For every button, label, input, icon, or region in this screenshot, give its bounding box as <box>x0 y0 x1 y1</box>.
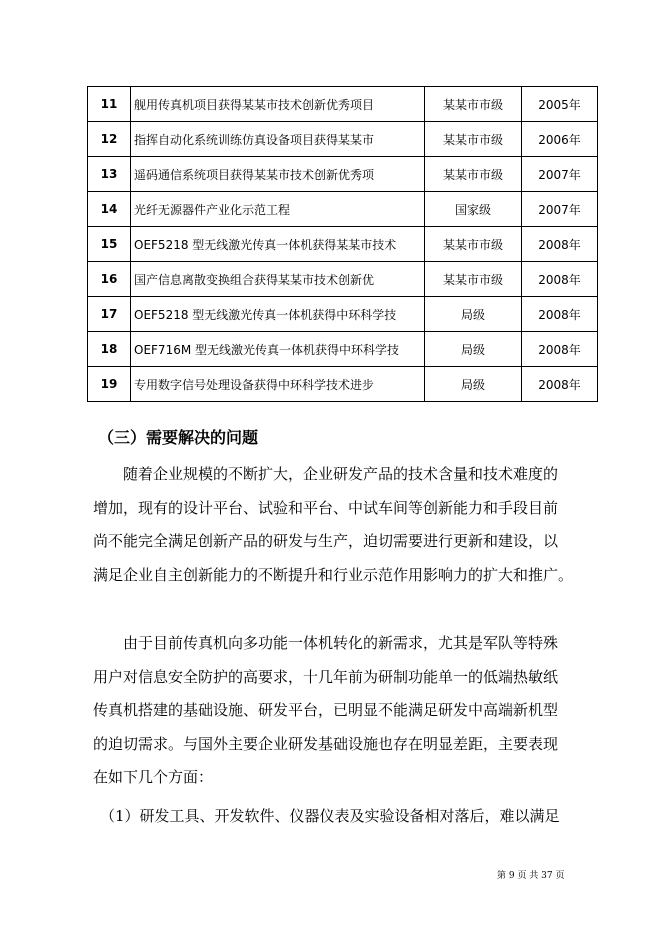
row-level: 某某市市级 <box>425 122 522 157</box>
table-row <box>88 262 598 297</box>
paragraph-2 <box>93 627 593 795</box>
row-title: 指挥自动化系统训练仿真设备项目获得某某市 <box>131 122 425 157</box>
table-row <box>88 87 598 122</box>
row-year: 2008年 <box>522 332 598 367</box>
section-heading: （三）需要解决的问题 <box>98 428 259 447</box>
row-level: 局级 <box>425 297 522 332</box>
row-level: 国家级 <box>425 192 522 227</box>
row-number: 16 <box>88 262 131 297</box>
row-year: 2007年 <box>522 192 598 227</box>
row-title: 舰用传真机项目获得某某市技术创新优秀项目 <box>131 87 425 122</box>
table-row <box>88 227 598 262</box>
awards-table <box>87 86 598 402</box>
paragraph-line: 随着企业规模的不断扩大，企业研发产品的技术含量和技术难度的 <box>93 465 559 483</box>
row-number: 14 <box>88 192 131 227</box>
row-title: OEF716M 型无线激光传真一体机获得中环科学技 <box>131 332 425 367</box>
row-number: 12 <box>88 122 131 157</box>
row-level: 某某市市级 <box>425 87 522 122</box>
row-level: 某某市市级 <box>425 262 522 297</box>
row-title: 遥码通信系统项目获得某某市技术创新优秀项 <box>131 157 425 192</box>
row-year: 2005年 <box>522 87 598 122</box>
row-level: 某某市市级 <box>425 157 522 192</box>
paragraph-line: 满足企业自主创新能力的不断提升和行业示范作用影响力的扩大和推广。 <box>93 565 574 584</box>
paragraph-line: 由于目前传真机向多功能一体机转化的新需求，尤其是军队等特殊 <box>93 634 559 652</box>
paragraph-line: 的迫切需求。与国外主要企业研发基础设施也存在明显差距，主要表现 <box>93 734 559 753</box>
row-number: 18 <box>88 332 131 367</box>
row-title: 光纤无源器件产业化示范工程 <box>131 192 425 227</box>
row-number: 13 <box>88 157 131 192</box>
paragraph-line: （1）研发工具、开发软件、仪器仪表及实验设备相对落后，难以满足 <box>100 807 560 825</box>
row-year: 2008年 <box>522 367 598 402</box>
row-year: 2006年 <box>522 122 598 157</box>
row-year: 2007年 <box>522 157 598 192</box>
paragraph-line: 在如下几个方面： <box>93 768 214 786</box>
paragraph-line: 尚不能完全满足创新产品的研发与生产，迫切需要进行更新和建设，以 <box>93 532 559 550</box>
paragraph-3 <box>100 800 600 834</box>
row-level: 局级 <box>425 332 522 367</box>
paragraph-line: 用户对信息安全防护的高要求，十几年前为研制功能单一的低端热敏纸 <box>93 667 559 686</box>
row-year: 2008年 <box>522 227 598 262</box>
row-number: 17 <box>88 297 131 332</box>
table-row <box>88 157 598 192</box>
table-row <box>88 192 598 227</box>
row-title: OEF5218 型无线激光传真一体机获得中环科学技 <box>131 297 425 332</box>
row-title: 专用数字信号处理设备获得中环科学技术进步 <box>131 367 425 402</box>
row-number: 15 <box>88 227 131 262</box>
row-level: 局级 <box>425 367 522 402</box>
table-row <box>88 122 598 157</box>
row-year: 2008年 <box>522 262 598 297</box>
row-number: 19 <box>88 367 131 402</box>
paragraph-1 <box>93 458 593 592</box>
row-level: 某某市市级 <box>425 227 522 262</box>
paragraph-line: 传真机搭建的基础设施、研发平台，已明显不能满足研发中高端新机型 <box>93 701 559 719</box>
row-title: 国产信息离散变换组合获得某某市技术创新优 <box>131 262 425 297</box>
row-number: 11 <box>88 87 131 122</box>
table-row <box>88 297 598 332</box>
table-row <box>88 332 598 367</box>
row-title: OEF5218 型无线激光传真一体机获得某某市技术 <box>131 227 425 262</box>
paragraph-line: 增加，现有的设计平台、试验和平台、中试车间等创新能力和手段目前 <box>93 498 559 517</box>
table-row <box>88 367 598 402</box>
page-footer: 第 9 页 共 37 页 <box>497 871 565 881</box>
row-year: 2008年 <box>522 297 598 332</box>
